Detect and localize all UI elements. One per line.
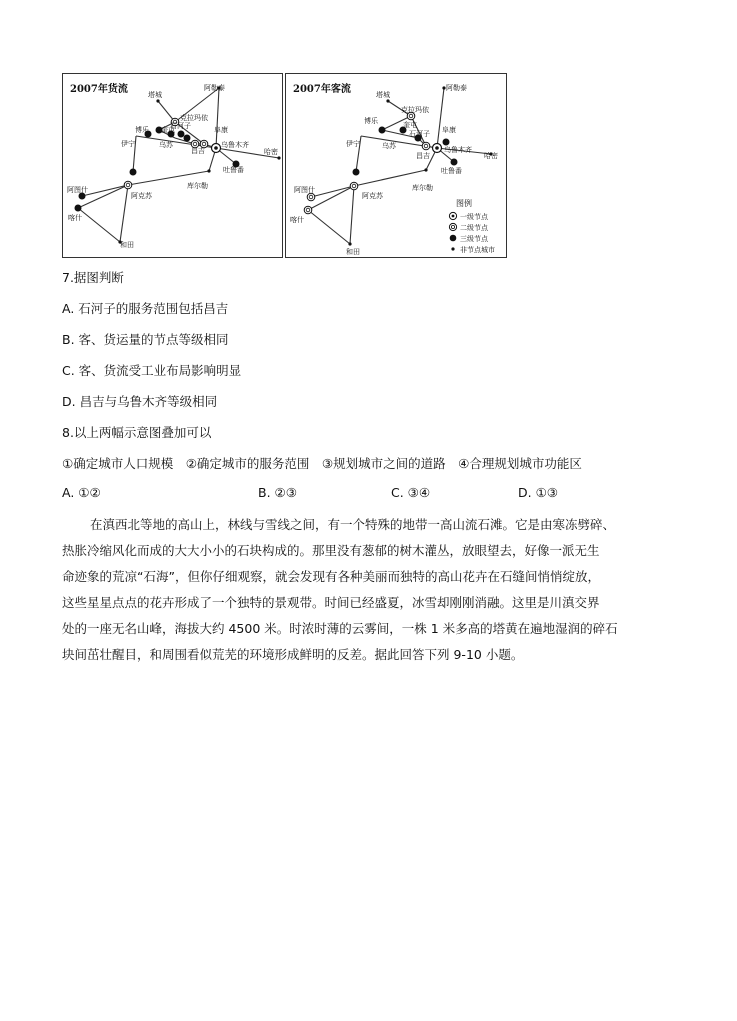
- label-kashi: 喀什: [290, 216, 304, 224]
- label-bole: 博乐: [364, 117, 378, 125]
- passenger-map: [285, 73, 507, 258]
- label-fukang: 阜康: [442, 126, 456, 134]
- passage-line: 命迹象的荒凉“石海”，但你仔细观察，就会发现有各种美丽而独特的高山花卉在石缝间悄悄绽放，: [62, 569, 600, 584]
- label-hetian: 和田: [346, 248, 360, 256]
- label-urumqi: 乌鲁木齐: [444, 146, 472, 154]
- q7-option-a: A. 石河子的服务范围包括昌吉: [62, 301, 229, 316]
- freight-map-title: 2007年货流: [70, 84, 128, 95]
- freight-network: [63, 74, 284, 259]
- reading-passage: [62, 512, 682, 668]
- legend-item-level1: 一级节点: [460, 213, 488, 221]
- passage-line: 块间茁壮醒目，和周围看似荒芜的环境形成鲜明的反差。据此回答下列 9-10 小题。: [62, 647, 524, 662]
- legend-title: 图例: [456, 199, 472, 208]
- map-legend: [449, 198, 495, 254]
- legend-item-level3: 三级节点: [460, 235, 488, 243]
- label-kuerle: 库尔勒: [412, 184, 433, 192]
- label-shihezi: 石河子: [170, 122, 191, 130]
- label-urumqi: 乌鲁木齐: [221, 141, 249, 149]
- passage-line: 这些星星点点的花卉形成了一个独特的景观带。时间已经盛夏，冰雪却刚刚消融。这里是川滇交界: [62, 595, 600, 610]
- label-tulufan: 吐鲁番: [441, 167, 462, 175]
- q8-stem: 8.以上两幅示意图叠加可以: [62, 425, 212, 440]
- map-figure: [62, 73, 507, 258]
- label-yining: 伊宁: [346, 140, 360, 148]
- label-wusu: 乌苏: [159, 141, 173, 149]
- label-aletai: 阿勒泰: [204, 84, 225, 92]
- passage-line: 在滇西北等地的高山上，林线与雪线之间，有一个特殊的地带一高山流石滩。它是由寒冻劈碎、: [90, 517, 616, 532]
- label-fukang: 阜康: [214, 126, 228, 134]
- freight-map: [62, 73, 283, 258]
- label-kelamayi: 克拉玛依: [180, 114, 208, 122]
- q7-option-d: D. 昌吉与乌鲁木齐等级相同: [62, 394, 218, 409]
- label-kashi: 喀什: [68, 214, 82, 222]
- label-kuitun: 奎屯: [403, 121, 417, 129]
- label-kelamayi: 克拉玛依: [401, 106, 429, 114]
- q7-option-c: C. 客、货流受工业布局影响明显: [62, 363, 242, 378]
- label-tacheng: 塔城: [148, 91, 162, 99]
- label-hami: 哈密: [484, 152, 498, 160]
- passenger-network: [286, 74, 508, 259]
- label-hami: 哈密: [264, 148, 278, 156]
- label-aletai: 阿勒泰: [446, 84, 467, 92]
- q8-option-d: D. ①③: [518, 485, 558, 500]
- label-atushi: 阿图什: [294, 186, 315, 194]
- label-akesu: 阿克苏: [131, 192, 152, 200]
- passenger-map-title: 2007年客流: [293, 84, 351, 95]
- label-changji: 昌吉: [416, 152, 430, 160]
- q7-option-b: B. 客、货运量的节点等级相同: [62, 332, 229, 347]
- label-shihezi: 石河子: [409, 130, 430, 138]
- label-tulufan: 吐鲁番: [223, 166, 244, 174]
- q8-option-c: C. ③④: [391, 485, 431, 500]
- q7-stem: 7.据图判断: [62, 270, 124, 285]
- label-akesu: 阿克苏: [362, 192, 383, 200]
- label-bole: 博乐: [135, 126, 149, 134]
- q8-statements: ①确定城市人口规模 ②确定城市的服务范围 ③规划城市之间的道路 ④合理规划城市功能区: [62, 456, 582, 471]
- label-atushi: 阿图什: [67, 186, 88, 194]
- passage-line: 热胀冷缩风化而成的大大小小的石块构成的。那里没有葱郁的树木灌丛，放眼望去，好像一派无生: [62, 543, 600, 558]
- label-changji: 昌吉: [191, 147, 205, 155]
- label-kuitun: 奎屯: [161, 126, 175, 134]
- label-kuerle: 库尔勒: [187, 182, 208, 190]
- legend-item-level2: 二级节点: [460, 224, 488, 232]
- label-wusu: 乌苏: [382, 142, 396, 150]
- label-hetian: 和田: [120, 241, 134, 249]
- q8-option-a: A. ①②: [62, 485, 101, 500]
- label-tacheng: 塔城: [376, 91, 390, 99]
- passage-line: 处的一座无名山峰，海拔大约 4500 米。时浓时薄的云雾间，一株 1 米多高的塔黄在遍地湿润的碎石: [62, 621, 618, 636]
- legend-item-non-node: 非节点城市: [460, 246, 495, 254]
- label-yining: 伊宁: [121, 140, 135, 148]
- q8-option-b: B. ②③: [258, 485, 297, 500]
